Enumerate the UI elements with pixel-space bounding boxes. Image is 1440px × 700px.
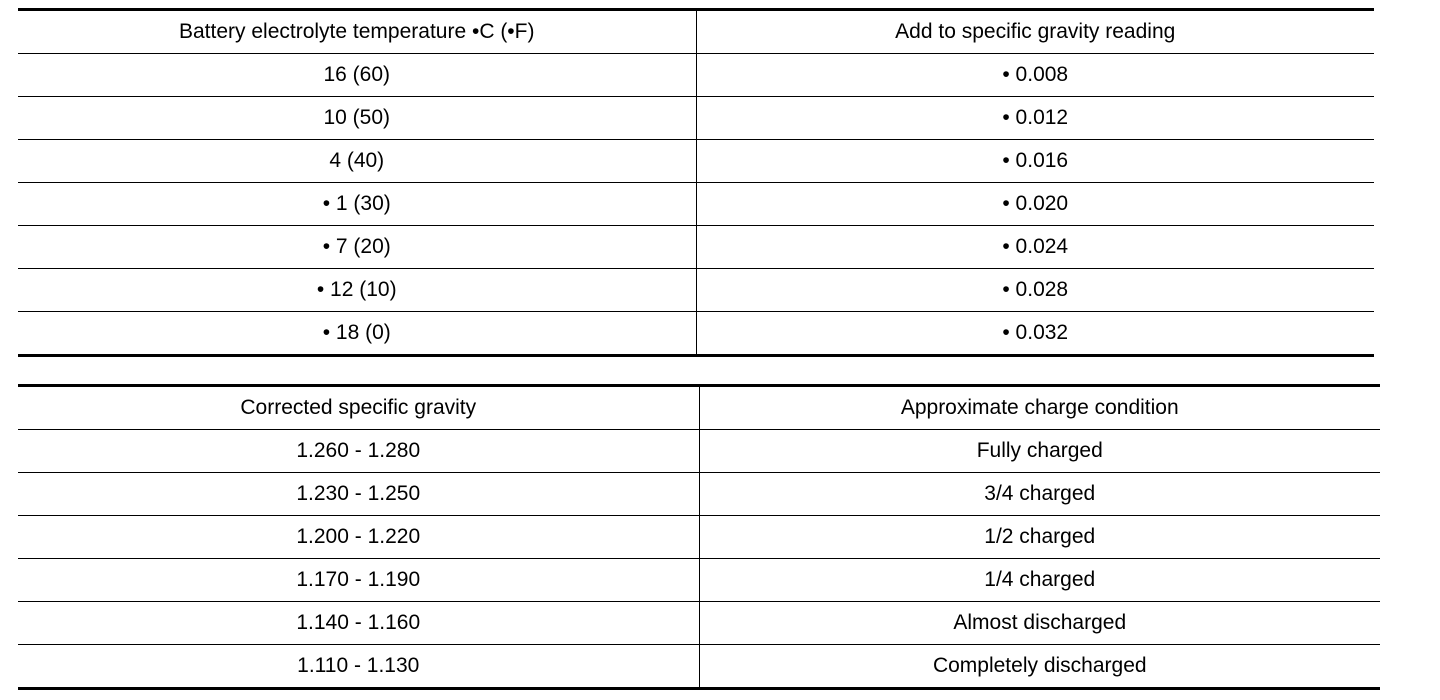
table-row	[18, 430, 1380, 473]
column-header-temperature: Battery electrolyte temperature •C (•F)	[18, 10, 696, 54]
temperature-cell: • 7 (20)	[18, 226, 696, 269]
specific-gravity-cell: 1.170 - 1.190	[18, 559, 699, 602]
charge-condition-table	[18, 384, 1380, 690]
charge-condition-cell: Fully charged	[699, 430, 1380, 473]
table-row	[18, 269, 1374, 312]
table-row	[18, 559, 1380, 602]
column-header-charge-condition: Approximate charge condition	[699, 386, 1380, 430]
charge-condition-cell: Completely discharged	[699, 645, 1380, 689]
table-row	[18, 645, 1380, 689]
correction-cell: • 0.012	[696, 97, 1374, 140]
table-row	[18, 183, 1374, 226]
correction-cell: • 0.020	[696, 183, 1374, 226]
temperature-cell: 16 (60)	[18, 54, 696, 97]
temperature-cell: • 12 (10)	[18, 269, 696, 312]
table-row	[18, 516, 1380, 559]
charge-condition-cell: 1/4 charged	[699, 559, 1380, 602]
temperature-cell: • 1 (30)	[18, 183, 696, 226]
specific-gravity-cell: 1.110 - 1.130	[18, 645, 699, 689]
temperature-cell: 4 (40)	[18, 140, 696, 183]
correction-cell: • 0.028	[696, 269, 1374, 312]
temperature-correction-table	[18, 8, 1374, 357]
specific-gravity-cell: 1.200 - 1.220	[18, 516, 699, 559]
specific-gravity-cell: 1.260 - 1.280	[18, 430, 699, 473]
table-row	[18, 312, 1374, 356]
column-header-specific-gravity: Corrected specific gravity	[18, 386, 699, 430]
table-header-row	[18, 10, 1374, 54]
column-header-correction: Add to specific gravity reading	[696, 10, 1374, 54]
charge-condition-cell: 1/2 charged	[699, 516, 1380, 559]
specific-gravity-cell: 1.140 - 1.160	[18, 602, 699, 645]
charge-condition-cell: 3/4 charged	[699, 473, 1380, 516]
correction-cell: • 0.024	[696, 226, 1374, 269]
table-header-row	[18, 386, 1380, 430]
table-row	[18, 140, 1374, 183]
table-row	[18, 602, 1380, 645]
table-row	[18, 54, 1374, 97]
correction-cell: • 0.032	[696, 312, 1374, 356]
specific-gravity-cell: 1.230 - 1.250	[18, 473, 699, 516]
table-row	[18, 226, 1374, 269]
temperature-cell: 10 (50)	[18, 97, 696, 140]
table-row	[18, 97, 1374, 140]
correction-cell: • 0.008	[696, 54, 1374, 97]
table-row	[18, 473, 1380, 516]
temperature-cell: • 18 (0)	[18, 312, 696, 356]
charge-condition-cell: Almost discharged	[699, 602, 1380, 645]
correction-cell: • 0.016	[696, 140, 1374, 183]
